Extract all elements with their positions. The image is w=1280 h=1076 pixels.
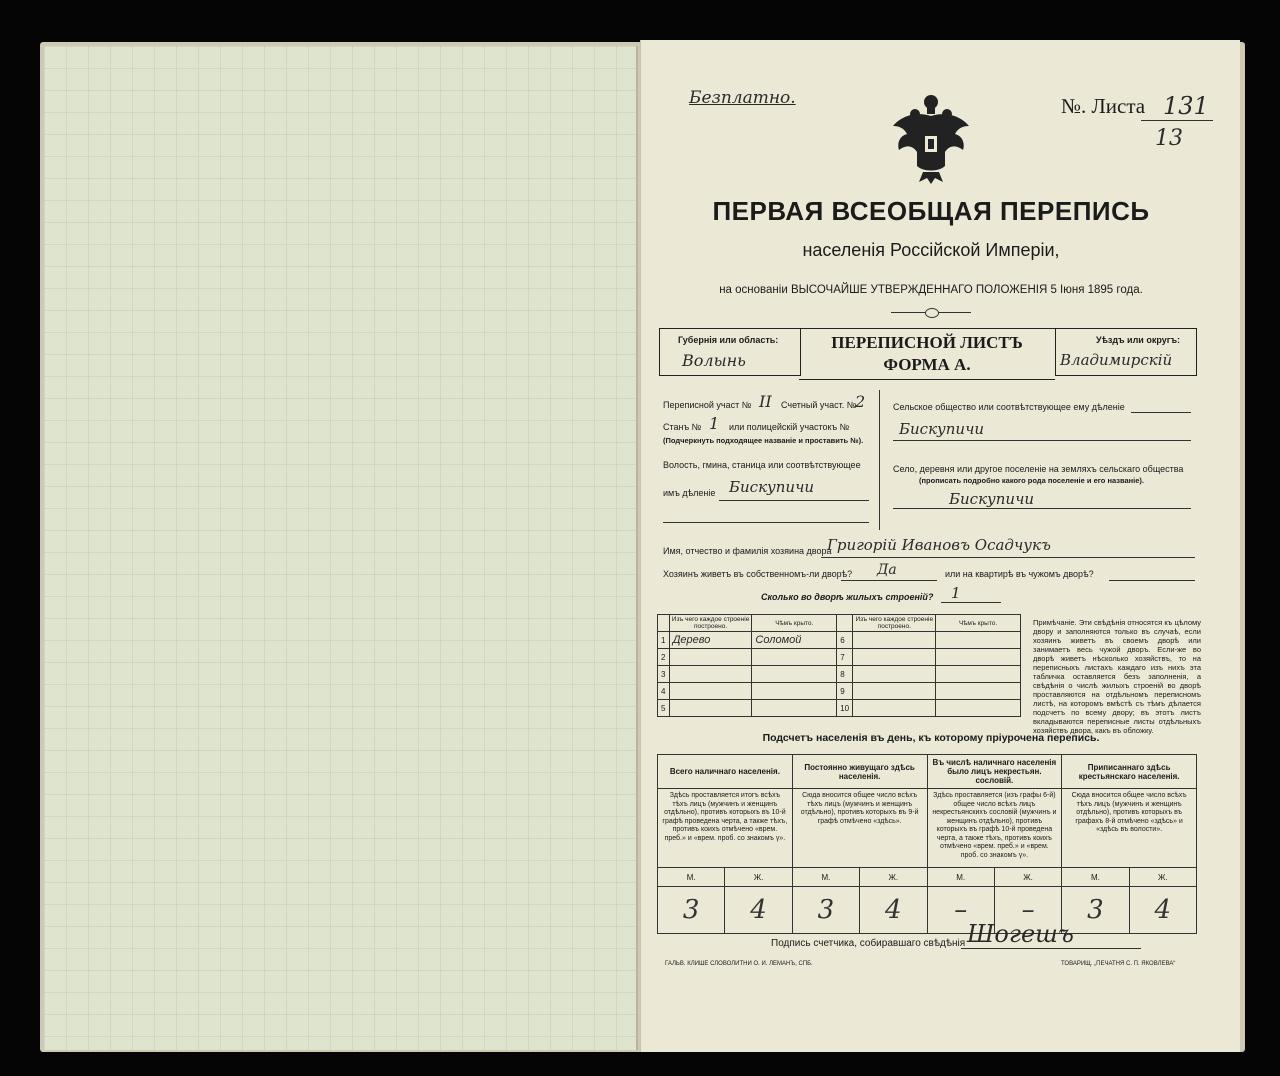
table-row: 2 7 [658, 649, 1021, 666]
col-material-left: Изъ чего каждое строеніе построено. [669, 615, 752, 632]
female-header: Ж. [1129, 868, 1196, 887]
province-value: Волынь [682, 351, 746, 370]
signature-value: Шогешъ [967, 920, 1074, 948]
double-headed-eagle-emblem [889, 92, 973, 184]
table-row: 3 8 [658, 666, 1021, 683]
province-label: Губернія или область: [678, 335, 779, 345]
count-col-desc-resident: Сюда вносится общее число всѣхъ тѣхъ лицъ (мужчинъ и женщинъ отдѣльно), противъ которыхъ въ 9-й графѣ отмѣчено «здѣсь». [792, 789, 927, 868]
col-material-right: Изъ чего каждое строеніе построено. [853, 615, 936, 632]
male-header: М. [1062, 868, 1129, 887]
total-male-value: 3 [658, 887, 725, 934]
peasant-female-value: 4 [1129, 887, 1196, 934]
stan-label: Станъ № [663, 422, 702, 432]
printer-right: ТОВАРИЩ. „ПЕЧАТНЯ С. П. ЯКОВЛЕВА“ [1061, 961, 1176, 967]
owner-value: Григорій Ивановъ Осадчукъ [827, 536, 1051, 554]
count-title: Подсчетъ населенія въ день, къ которому пріурочена перепись. [762, 732, 1100, 744]
female-header: Ж. [994, 868, 1061, 887]
col-roof-left: Чѣмъ крыто. [752, 615, 837, 632]
volost-label: Волость, гмина, станица или соотвѣтствующее [663, 460, 861, 470]
count-col-head-resident: Постоянно живущаго здѣсь населенія. [792, 755, 927, 789]
province-box [659, 328, 801, 376]
ornament-center [925, 308, 939, 318]
village-note: (прописать подробно какого рода поселеніе и его названіе). [919, 476, 1145, 485]
census-area-value: II [759, 392, 772, 411]
sheet-number-extra: 13 [1155, 126, 1183, 151]
printer-left: ГАЛЬВ. КЛИШЕ СЛОВОЛИТНИ О. И. ЛЕМАНЪ, СПБ. [665, 961, 813, 967]
counting-area-label: Счетный участ. № [781, 400, 857, 410]
col-roof-right: Чѣмъ крыто. [936, 615, 1021, 632]
count-col-head-peasant: Приписаннаго здѣсь крестьянскаго населенія. [1062, 755, 1197, 789]
sheet-number-label: №. Листа [1061, 94, 1146, 118]
population-count-table [657, 754, 1197, 934]
sheet-number-value: 131 [1163, 92, 1209, 120]
form-label: ФОРМА А. [883, 355, 971, 374]
rent-label: или на квартирѣ въ чужомъ дворѣ? [945, 569, 1094, 579]
buildings-value: 1 [951, 584, 961, 602]
census-subtitle: населенія Россійской Имперіи, [802, 240, 1060, 260]
own-yard-value: Да [877, 562, 897, 578]
noncrest-female-value: – [994, 887, 1061, 934]
signature-label: Подпись счетчика, собиравшаго свѣдѣнія [771, 938, 966, 949]
village-label: Село, деревня или другое поселеніе на земляхъ сельскаго общества [893, 464, 1184, 474]
total-female-value: 4 [725, 887, 792, 934]
count-col-head-total: Всего наличнаго населенія. [658, 755, 793, 789]
census-basis: на основаніи ВЫСОЧАЙШЕ УТВЕРЖДЕННАГО ПОЛОЖЕНІЯ 5 Іюня 1895 года. [719, 284, 1143, 296]
address-right-block [879, 390, 1195, 530]
table-row: 1 Дерево Соломой 6 [658, 632, 1021, 649]
owner-label: Имя, отчество и фамилія хозяина двора [663, 546, 832, 556]
sheet-title: ПЕРЕПИСНОЙ ЛИСТЪ [831, 333, 1023, 352]
resident-male-value: 3 [792, 887, 859, 934]
village-value: Бискупичи [949, 490, 1035, 508]
buildings-label: Сколько во дворѣ жилыхъ строеній? [761, 592, 934, 602]
own-yard-label: Хозяинъ живетъ въ собственномъ-ли дворѣ? [663, 569, 853, 579]
district-value: Владимирскій [1060, 351, 1173, 369]
female-header: Ж. [860, 868, 927, 887]
noncrest-male-value: – [927, 887, 994, 934]
sheet-title-box [799, 328, 1055, 380]
count-col-desc-noncrest: Здѣсь проставляется (изъ графы 6-й) общее число всѣхъ лицъ некрестьянскихъ сословій (мужчинъ и женщинъ отдѣльно), противъ которыхъ въ графѣ 10-й проведена черта, а также тѣхъ, противъ коихъ отмѣчено «врем. преб.» и «врем. проб. со знакомъ γ». [927, 789, 1062, 868]
resident-female-value: 4 [860, 887, 927, 934]
free-label: Безплатно. [689, 88, 796, 108]
left-page-blank [44, 46, 638, 1050]
table-row: 4 9 [658, 683, 1021, 700]
male-header: М. [927, 868, 994, 887]
table-row: 5 10 [658, 700, 1021, 717]
counting-area-value: 2 [855, 392, 866, 411]
address-left-block [659, 390, 880, 530]
census-form-page [640, 40, 1240, 1052]
stan-value: 1 [709, 414, 720, 433]
volost-label-2: имъ дѣленіе [663, 488, 716, 498]
society-value: Бискупичи [899, 420, 985, 438]
census-title: ПЕРВАЯ ВСЕОБЩАЯ ПЕРЕПИСЬ [712, 196, 1150, 226]
count-col-desc-peasant: Сюда вносится общее число всѣхъ тѣхъ лицъ (мужчинъ и женщинъ отдѣльно), противъ которыхъ въ графахъ 8-й отмѣчено «здѣсь» и «здѣсь въ волости». [1062, 789, 1197, 868]
stan-note: (Подчеркнуть подходящее названіе и проставить №). [663, 436, 864, 445]
male-header: М. [792, 868, 859, 887]
district-label: Уѣздъ или округъ: [1096, 335, 1181, 345]
volost-value: Бискупичи [729, 478, 815, 496]
census-area-label: Переписной участ № [663, 400, 752, 410]
society-label: Сельское общество или соотвѣтствующее ему дѣленіе [893, 402, 1125, 412]
count-col-desc-total: Здѣсь проставляется итогъ всѣхъ тѣхъ лицъ (мужчинъ и женщинъ отдѣльно), противъ которыхъ въ 10-й графѣ проведена черта, а также тѣхъ, противъ коихъ отмѣчено «врем. преб.» и «врем. проб. со знакомъ γ». [658, 789, 793, 868]
police-area-label: или полицейскій участокъ № [729, 422, 850, 432]
count-values-row [658, 887, 1197, 934]
male-header: М. [658, 868, 725, 887]
buildings-table [657, 614, 1021, 717]
female-header: Ж. [725, 868, 792, 887]
buildings-note: Примѣчаніе. Эти свѣдѣнія относятся къ цѣлому двору и заполняются только въ случаѣ, если хозяинъ живетъ въ своемъ дворѣ или занимаетъ весь чужой дворъ. Если-же во дворѣ живетъ нѣсколько хозяйствъ, то на переписныхъ листахъ каждаго изъ нихъ эта табличка оставляется безъ заполненія, а свѣдѣнія о числѣ жилыхъ строеній во дворѣ проставляются на отдѣльномъ переписномъ листѣ, на которомъ вмѣстѣ съ тѣмъ дѣлается подсчетъ по всему двору; въ этотъ листъ вкладываются переписные листы отдѣльныхъ хозяйствъ двора, какъ въ обложку. [1033, 618, 1201, 735]
district-box [1055, 328, 1197, 376]
peasant-male-value: 3 [1062, 887, 1129, 934]
count-col-head-noncrest: Въ числѣ наличнаго населенія было лицъ некрестьян. сословій. [927, 755, 1062, 789]
